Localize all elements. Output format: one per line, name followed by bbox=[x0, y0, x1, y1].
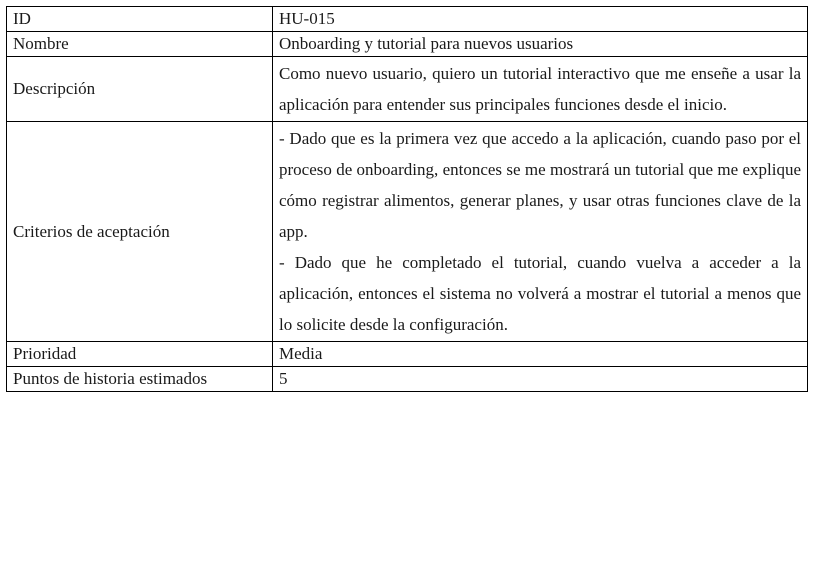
row-id bbox=[7, 7, 808, 32]
row-descripcion bbox=[7, 57, 808, 122]
row-descripcion-value: Como nuevo usuario, quiero un tutorial interactivo que me enseñe a usar la aplicación para entender sus principales funciones desde el inicio. bbox=[273, 57, 808, 122]
row-descripcion-label: Descripción bbox=[7, 57, 273, 122]
row-criterios-label: Criterios de aceptación bbox=[7, 122, 273, 342]
row-nombre bbox=[7, 32, 808, 57]
user-story-table bbox=[6, 6, 808, 392]
row-prioridad bbox=[7, 342, 808, 367]
row-id-label: ID bbox=[7, 7, 273, 32]
row-prioridad-label: Prioridad bbox=[7, 342, 273, 367]
criterio-2: - Dado que he completado el tutorial, cuando vuelva a acceder a la aplicación, entonces el sistema no volverá a mostrar el tutorial a menos que lo solicite desde la configuración. bbox=[279, 253, 801, 334]
row-criterios bbox=[7, 122, 808, 342]
row-puntos-value: 5 bbox=[273, 367, 808, 392]
row-nombre-label: Nombre bbox=[7, 32, 273, 57]
row-criterios-value bbox=[273, 122, 808, 342]
row-puntos bbox=[7, 367, 808, 392]
row-prioridad-value: Media bbox=[273, 342, 808, 367]
row-id-value: HU-015 bbox=[273, 7, 808, 32]
row-nombre-value: Onboarding y tutorial para nuevos usuarios bbox=[273, 32, 808, 57]
row-puntos-label: Puntos de historia estimados bbox=[7, 367, 273, 392]
criterio-1: - Dado que es la primera vez que accedo a la aplicación, cuando paso por el proceso de onboarding, entonces se me mostrará un tutorial que me explique cómo registrar alimentos, generar planes, y usar otras funciones clave de la app. bbox=[279, 129, 801, 241]
